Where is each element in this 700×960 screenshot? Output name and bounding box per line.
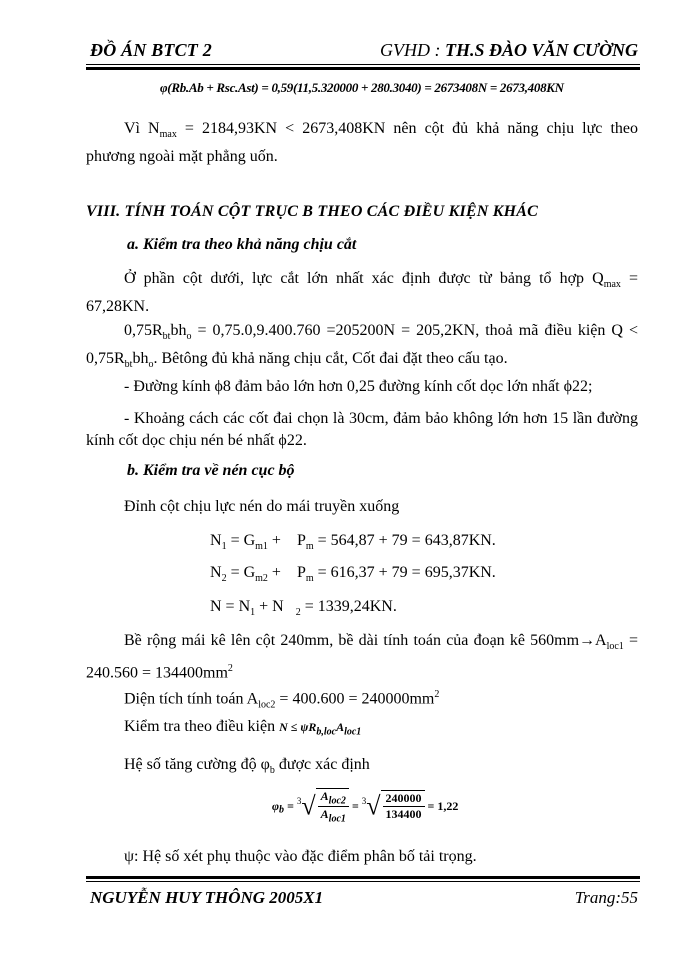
text: =: [348, 798, 362, 813]
text: φ: [272, 798, 280, 813]
header-double-rule: [86, 64, 640, 70]
equation-phi-b: [272, 788, 458, 825]
header-project-title: ĐỒ ÁN BTCT 2: [90, 40, 212, 60]
footer-author: NGUYỄN HUY THÔNG 2005X1: [90, 888, 324, 907]
radical-sign: √: [301, 791, 316, 821]
subscript: o: [186, 331, 192, 343]
fraction-denominator: 134400: [385, 807, 422, 822]
radicand-numeric: [381, 790, 425, 822]
subscript: m2: [255, 573, 268, 585]
root-index: 3: [296, 796, 302, 807]
fraction-numerator: 240000: [383, 791, 425, 807]
text: bh: [170, 322, 187, 339]
formula-axial-capacity: φ(Rb.Ab + Rsc.Ast) = 0,59(11,5.320000 + 280.3040) = 2673408N = 2673,408KN: [160, 80, 564, 95]
radical-sign: √: [366, 791, 381, 821]
superscript: 2: [227, 663, 233, 675]
footer-page-number: Trang:55: [574, 888, 638, 907]
subheading-local-compression: b. Kiểm tra về nén cục bộ: [127, 462, 295, 479]
text: = 67,28KN.: [86, 270, 638, 316]
subscript: loc1: [328, 813, 346, 825]
paragraph-design-area: [86, 684, 638, 717]
subscript: loc1: [344, 726, 362, 738]
text: + P: [267, 564, 306, 581]
root-index: 3: [361, 796, 367, 807]
text: = 616,37 + 79 = 695,37KN.: [313, 564, 496, 581]
text: = 400.600 = 240000mm: [275, 690, 435, 708]
text: = 1,22: [424, 798, 459, 813]
header-advisor: [380, 40, 638, 61]
text: = G: [226, 564, 256, 581]
paragraph-shear-force: [86, 268, 638, 318]
subscript: o: [148, 359, 154, 371]
subscript: m: [305, 573, 314, 585]
header-advisor-name: TH.S ĐÀO VĂN CƯỜNG: [445, 40, 638, 60]
text: Hệ số tăng cường độ φ: [124, 756, 270, 773]
paragraph-check-condition: [86, 716, 638, 743]
text: Diện tích tính toán A: [124, 690, 259, 708]
text: = 564,87 + 79 = 643,87KN.: [313, 532, 496, 549]
subscript: loc1: [606, 641, 624, 653]
text: 0,75R: [124, 322, 163, 339]
subscript: max: [603, 279, 621, 291]
subscript: 1: [250, 607, 256, 619]
text: N ≤ ψR: [279, 720, 317, 734]
condition-formula: [279, 720, 362, 738]
equation-n-total: [210, 596, 397, 624]
subscript: 2: [221, 573, 227, 585]
fraction-numeric: [383, 791, 425, 822]
text: =: [284, 798, 297, 813]
subscript: 2: [295, 607, 301, 619]
fraction-denominator: [318, 807, 349, 824]
paragraph-shear-condition: [86, 320, 638, 376]
text: N: [210, 564, 222, 581]
subscript: loc2: [328, 795, 346, 807]
subscript: loc2: [258, 699, 276, 711]
subscript: m1: [255, 541, 268, 553]
equation-n2: [210, 562, 496, 590]
paragraph-phi-factor: [86, 754, 638, 782]
text: = 1339,24KN.: [300, 598, 397, 615]
paragraph-nmax-check: [86, 118, 638, 168]
subscript: b,loc: [316, 726, 337, 738]
text: A: [336, 720, 345, 734]
header-advisor-prefix: GVHD :: [380, 40, 446, 60]
equation-n1: [210, 530, 496, 558]
text: A: [320, 807, 329, 822]
radicand-symbolic: [316, 788, 349, 825]
paragraph-psi-factor: ψ: Hệ số xét phụ thuộc vào đặc điểm phân bố tải trọng.: [124, 848, 477, 865]
text: = 2184,93KN < 2673,408KN nên cột đủ khả năng chịu lực theo phương ngoài mặt phẳng uốn.: [86, 120, 638, 166]
subscript: max: [159, 129, 177, 141]
text: N = N: [210, 598, 251, 615]
text: Vì N: [124, 120, 160, 137]
text: được xác định: [274, 756, 370, 773]
subscript: bt: [162, 331, 171, 343]
text: = 240.560 = 134400mm: [86, 632, 638, 682]
subscript: 1: [221, 541, 227, 553]
bullet-stirrup-spacing: - Khoảng cách các cốt đai chọn là 30cm, đảm bảo không lớn hơn 15 lần đường kính cốt dọc chịu nén bé nhất ϕ22.: [86, 410, 638, 449]
text: N: [210, 532, 222, 549]
footer-double-rule: [86, 876, 640, 882]
text: Kiểm tra theo điều kiện: [124, 718, 280, 735]
text: Bề rộng mái kê lên cột 240mm, bề dài tính toán của đoạn kê 560mm→A: [124, 632, 607, 649]
paragraph-column-top-load: Đỉnh cột chịu lực nén do mái truyền xuống: [124, 498, 400, 515]
text: Ở phần cột dưới, lực cắt lớn nhất xác định được từ bảng tổ hợp Q: [124, 270, 604, 287]
subscript: m: [305, 541, 314, 553]
text: + N: [255, 598, 296, 615]
text: + P: [267, 532, 306, 549]
fraction-symbolic: [318, 789, 349, 825]
text: bh: [132, 350, 149, 368]
fraction-numerator: [318, 789, 349, 807]
subheading-shear-check: a. Kiểm tra theo khả năng chịu cắt: [127, 236, 357, 253]
text: A: [320, 789, 329, 803]
text: . Bêtông đủ khả năng chịu cắt, Cốt đai đặt theo cấu tạo.: [153, 350, 508, 368]
bullet-stirrup-diameter: - Đường kính ϕ8 đảm bảo lớn hơn 0,25 đường kính cốt dọc lớn nhất ϕ22;: [124, 378, 593, 395]
paragraph-bearing-width: [86, 630, 638, 685]
superscript: 2: [434, 689, 440, 700]
text: = 0,75.0,9.400.760 =205200N = 205,2KN, thoả mã điều kiện Q < 0,75R: [86, 322, 638, 368]
subscript: b: [279, 804, 285, 816]
section-heading-viii: VIII. TÍNH TOÁN CỘT TRỤC B THEO CÁC ĐIỀU KIỆN KHÁC: [86, 203, 539, 220]
text: = G: [226, 532, 256, 549]
subscript: b: [269, 765, 275, 777]
subscript: bt: [124, 359, 133, 371]
